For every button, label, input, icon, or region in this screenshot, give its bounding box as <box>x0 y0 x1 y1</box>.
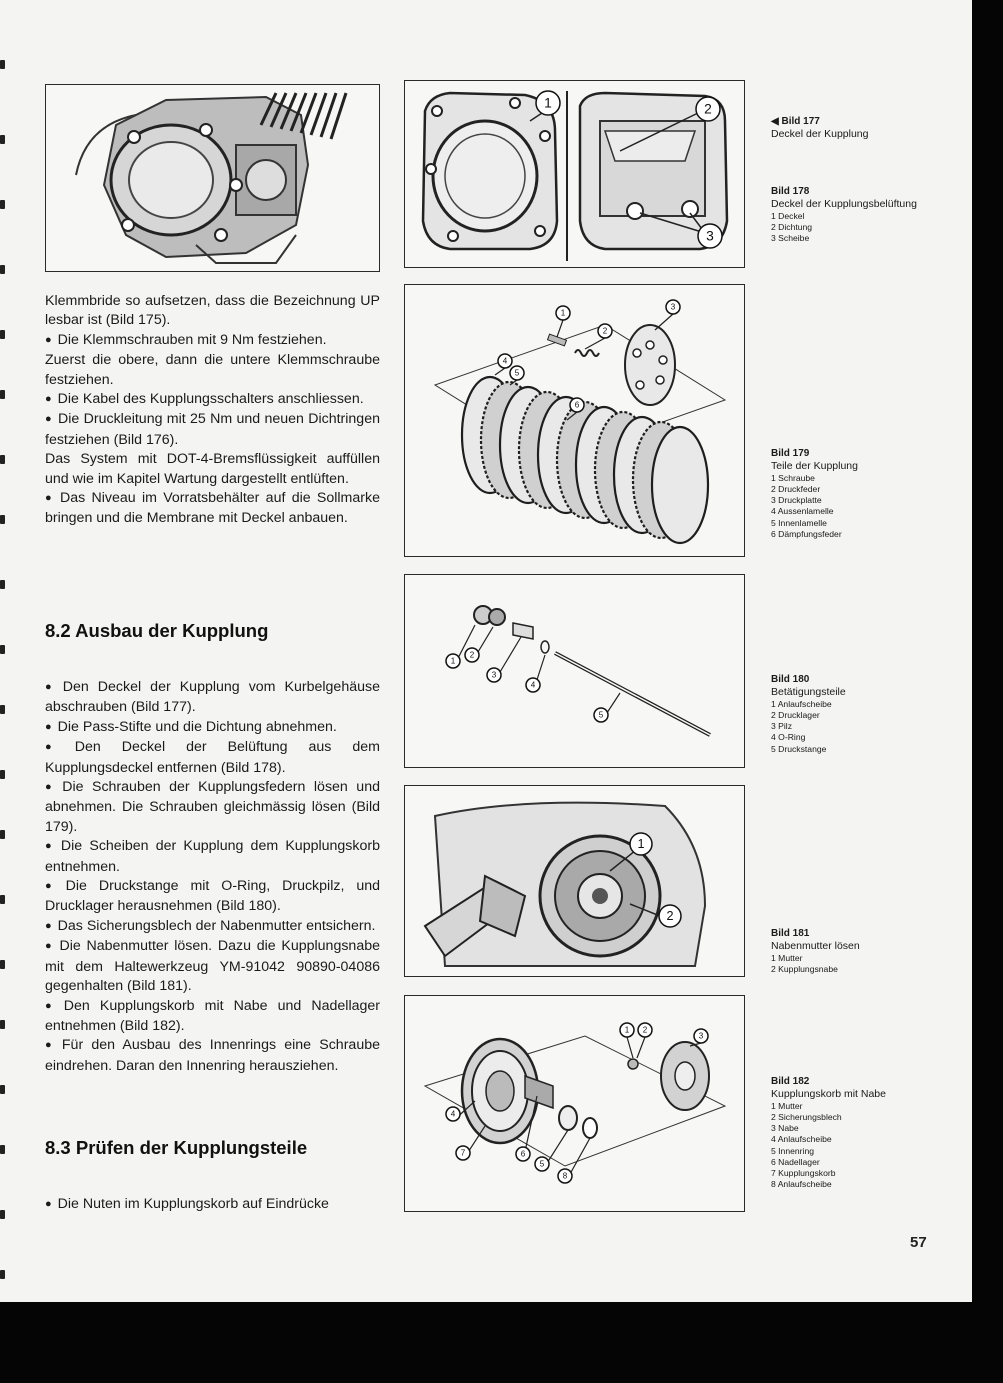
callout-number-3 <box>487 637 521 682</box>
caption-legend-item: 2 Druckfeder <box>771 484 821 495</box>
section-heading-8-2: 8.2 Ausbau der Kupplung <box>45 620 269 641</box>
caption-legend-item: 3 Nabe <box>771 1123 799 1134</box>
svg-text:8: 8 <box>562 1171 568 1181</box>
paragraph: ● Die Kabel des Kupplungsschalters anschliessen. <box>45 390 380 410</box>
svg-text:4: 4 <box>502 356 508 366</box>
callout-number-2 <box>659 905 681 927</box>
svg-text:5: 5 <box>598 710 604 720</box>
intro-text-block <box>45 292 380 529</box>
caption-legend-item: 3 Scheibe <box>771 233 810 244</box>
figure-177-engine-photo <box>45 84 380 272</box>
section-8-2-text-block <box>45 678 380 1076</box>
figure-181-hub-nut-photo <box>404 785 745 977</box>
svg-text:2: 2 <box>666 909 674 924</box>
caption-bild-180 <box>771 674 921 755</box>
paragraph: Klemmbride so aufsetzen, dass die Bezeichnung UP lesbar ist (Bild 175). <box>45 293 380 329</box>
svg-text:4: 4 <box>450 1109 456 1119</box>
svg-text:1: 1 <box>544 95 552 111</box>
caption-legend-item: 2 Drucklager <box>771 710 820 721</box>
caption-legend-item: 1 Mutter <box>771 1100 803 1111</box>
caption-description: Nabenmutter lösen <box>771 940 860 953</box>
caption-description: Betätigungsteile <box>771 686 846 699</box>
caption-title <box>771 674 921 686</box>
svg-text:3: 3 <box>670 302 676 312</box>
caption-description: Deckel der Kupplungsbelüftung <box>771 198 917 211</box>
paragraph: ● Für den Ausbau des Innenrings eine Schraube eindrehen. Daran den Innenring herausziehen. <box>45 1036 380 1076</box>
callout-number-4 <box>526 655 545 692</box>
caption-legend-item: 5 Innenring <box>771 1145 815 1156</box>
paragraph: ● Die Nuten im Kupplungskorb auf Eindrücke <box>45 1195 380 1215</box>
callout-number-8 <box>558 1138 590 1183</box>
hub-nut-illustration <box>405 786 744 976</box>
caption-description: Teile der Kupplung <box>771 460 858 473</box>
callout-number-2 <box>696 97 720 121</box>
page-number: 57 <box>910 1234 927 1251</box>
clutch-basket-drawing <box>405 996 744 1211</box>
svg-text:5: 5 <box>514 368 520 378</box>
svg-text:1: 1 <box>624 1025 630 1035</box>
svg-text:4: 4 <box>530 680 536 690</box>
caption-title-text: Bild 182 <box>771 1076 810 1087</box>
paragraph: ● Die Schrauben der Kupplungsfedern lösen und abnehmen. Die Schrauben gleichmässig lösen (Bild 179). <box>45 778 380 837</box>
paragraph: ● Die Klemmschrauben mit 9 Nm festziehen. <box>45 331 380 351</box>
figure-177-178-covers <box>404 80 745 268</box>
caption-legend-item: 4 O-Ring <box>771 732 806 743</box>
svg-text:3: 3 <box>698 1031 704 1041</box>
caption-legend-item: 2 Dichtung <box>771 222 813 233</box>
svg-text:1: 1 <box>637 837 645 852</box>
clutch-cover-drawing <box>405 81 744 267</box>
paragraph: ● Den Deckel der Kupplung vom Kurbelgehäuse abschrauben (Bild 177). <box>45 678 380 718</box>
section-8-3-text-block <box>45 1195 380 1215</box>
callout-number-1 <box>630 833 652 855</box>
caption-title-text: Bild 181 <box>771 928 810 939</box>
caption-legend-item: 3 Druckplatte <box>771 495 822 506</box>
svg-text:2: 2 <box>642 1025 648 1035</box>
svg-text:3: 3 <box>706 228 714 244</box>
callout-number-3 <box>698 224 722 248</box>
callout-number-1 <box>620 1023 634 1058</box>
callout-number-5 <box>594 693 620 722</box>
caption-legend-item: 1 Schraube <box>771 472 815 483</box>
svg-text:1: 1 <box>560 308 566 318</box>
caption-bild-179 <box>771 448 921 540</box>
paragraph: ● Die Druckleitung mit 25 Nm und neuen Dichtringen festziehen (Bild 176). <box>45 410 380 450</box>
caption-title <box>771 928 921 940</box>
figure-182-clutch-basket <box>404 995 745 1212</box>
caption-legend-item: 2 Sicherungsblech <box>771 1112 842 1123</box>
figure-180-actuation-parts <box>404 574 745 768</box>
paragraph: ● Das Sicherungsblech der Nabenmutter entsichern. <box>45 917 380 937</box>
callout-number-2 <box>585 324 612 349</box>
callout-number-1 <box>556 306 570 337</box>
svg-text:1: 1 <box>450 656 456 666</box>
caption-title-text: Bild 179 <box>771 448 810 459</box>
caption-legend-item: 6 Nadellager <box>771 1156 820 1167</box>
caption-title-text: Bild 177 <box>781 116 820 127</box>
caption-title <box>771 186 921 198</box>
callout-number-2 <box>465 627 493 662</box>
paragraph: ● Die Druckstange mit O-Ring, Druckpilz, und Drucklager herausnehmen (Bild 180). <box>45 877 380 917</box>
svg-text:2: 2 <box>602 326 608 336</box>
svg-text:7: 7 <box>460 1148 466 1158</box>
caption-legend-item: 4 Anlaufscheibe <box>771 1134 832 1145</box>
svg-text:6: 6 <box>520 1149 526 1159</box>
paragraph: Das System mit DOT-4-Bremsflüssigkeit auffüllen und wie im Kapitel Wartung dargestellt entlüften. <box>45 451 380 487</box>
caption-bild-182 <box>771 1076 921 1190</box>
clutch-parts-drawing <box>405 285 744 556</box>
caption-legend-item: 5 Innenlamelle <box>771 517 827 528</box>
caption-legend-item: 7 Kupplungskorb <box>771 1168 836 1179</box>
caption-bild-177 <box>771 116 921 141</box>
caption-title <box>771 448 921 460</box>
paragraph: ● Den Kupplungskorb mit Nabe und Nadellager entnehmen (Bild 182). <box>45 997 380 1037</box>
paragraph: ● Die Scheiben der Kupplung dem Kupplungskorb entnehmen. <box>45 837 380 877</box>
paragraph: Zuerst die obere, dann die untere Klemmschraube festziehen. <box>45 352 380 388</box>
callout-number-2 <box>637 1023 652 1058</box>
caption-title <box>771 1076 921 1088</box>
caption-description: Deckel der Kupplung <box>771 128 869 141</box>
callout-number-1 <box>536 91 560 115</box>
svg-text:6: 6 <box>574 400 580 410</box>
caption-description: Kupplungskorb mit Nabe <box>771 1088 886 1101</box>
caption-bild-178 <box>771 186 921 244</box>
caption-title-text: Bild 180 <box>771 674 810 685</box>
binding-hole-marks <box>0 0 8 1302</box>
caption-legend-item: 5 Druckstange <box>771 743 827 754</box>
paragraph: ● Das Niveau im Vorratsbehälter auf die Sollmarke bringen und die Membrane mit Deckel anbauen. <box>45 489 380 529</box>
caption-legend-item: 4 Aussenlamelle <box>771 506 834 517</box>
caption-legend-item: 2 Kupplungsnabe <box>771 964 838 975</box>
caption-legend-item: 8 Anlaufscheibe <box>771 1179 832 1190</box>
caption-title <box>771 116 921 128</box>
caption-legend-item: 6 Dämpfungsfeder <box>771 528 842 539</box>
caption-legend-item: 1 Mutter <box>771 952 803 963</box>
clutch-plate <box>652 427 708 543</box>
caption-legend-item: 1 Anlaufscheibe <box>771 698 832 709</box>
callout-number-3 <box>655 300 680 330</box>
caption-arrow-icon: ◀ <box>771 116 782 127</box>
svg-text:3: 3 <box>491 670 497 680</box>
caption-bild-181 <box>771 928 921 975</box>
svg-text:5: 5 <box>539 1159 545 1169</box>
svg-text:2: 2 <box>704 101 712 117</box>
paragraph: ● Die Nabenmutter lösen. Dazu die Kupplungsnabe mit dem Haltewerkzeug YM-91042 90890-04086 gegenhalten (Bild 181). <box>45 937 380 996</box>
svg-text:2: 2 <box>469 650 475 660</box>
paragraph: ● Den Deckel der Belüftung aus dem Kupplungsdeckel entfernen (Bild 178). <box>45 738 380 778</box>
engine-case-illustration <box>46 85 379 271</box>
section-heading-8-3: 8.3 Prüfen der Kupplungsteile <box>45 1137 308 1158</box>
caption-legend-item: 1 Deckel <box>771 210 805 221</box>
actuation-parts-drawing <box>405 575 744 767</box>
caption-legend-item: 3 Pilz <box>771 721 793 732</box>
figure-179-clutch-parts <box>404 284 745 557</box>
paragraph: ● Die Pass-Stifte und die Dichtung abnehmen. <box>45 718 380 738</box>
caption-title-text: Bild 178 <box>771 186 810 197</box>
